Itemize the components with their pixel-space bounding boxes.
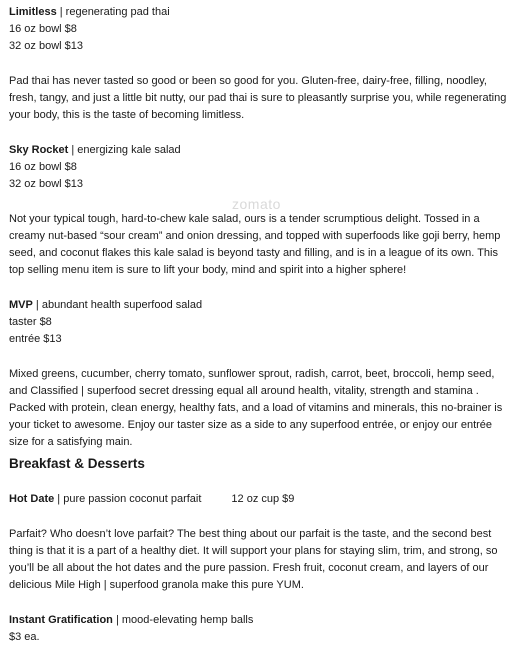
item-desc: pure passion coconut parfait [63, 493, 202, 505]
item-desc: energizing kale salad [77, 144, 181, 156]
item-name: Limitless [9, 6, 57, 18]
separator: | [112, 614, 122, 626]
size-price: entrée $13 [9, 333, 62, 345]
separator: | [32, 299, 42, 311]
item-heading-limitless [9, 4, 514, 21]
item-heading-mvp [9, 297, 514, 314]
item-name: Instant Gratification [9, 614, 113, 626]
item-desc: abundant health superfood salad [41, 299, 203, 311]
item-description: Not your typical tough, hard-to-chew kale salad, ours is a tender scrumptious delight. Tossed in a creamy nut-based “sour cream” and onion dressing, and topped with superfoods like goji berry, hemp seed, and coconut flakes this kale salad is beyond tasty and filling, and is in a league of its own. This top selling menu item is sure to lift your body, mind and spirit into a higher sphere! [9, 213, 501, 276]
size-price: 32 oz bowl $13 [9, 40, 83, 52]
size-price: 16 oz bowl $8 [9, 161, 77, 173]
item-name: Hot Date [9, 493, 55, 505]
size-price: 12 oz cup $9 [231, 493, 295, 505]
section-title: Breakfast & Desserts [9, 456, 145, 471]
item-heading-hot-date [9, 491, 514, 508]
separator: | [56, 6, 66, 18]
menu-page [9, 4, 514, 646]
item-name: Sky Rocket [9, 144, 69, 156]
watermark: zomato [232, 196, 281, 212]
item-description: Pad thai has never tasted so good or been so good for you. Gluten-free, dairy-free, filling, noodley, fresh, tangy, and just a little bit nutty, our pad thai is sure to pleasantly surprise you, while regenerating your body, this is the taste of becoming limitless. [9, 75, 507, 121]
size-price: 32 oz bowl $13 [9, 178, 83, 190]
item-description: Mixed greens, cucumber, cherry tomato, sunflower sprout, radish, carrot, beet, broccoli, hemp seed, and Classified | superfood secret dressing equal all around health, vitality, strength and stamina . Packed with protein, clean energy, healthy fats, and a load of vitamins and minerals, this no-brainer is your ticket to awesome. Enjoy our taster size as a side to any superfood entrée, or enjoy our entrée size for a satisfying main. [9, 368, 503, 448]
item-desc: mood-elevating hemp balls [121, 614, 254, 626]
separator: | [68, 144, 78, 156]
item-desc: regenerating pad thai [65, 6, 170, 18]
size-price: 16 oz bowl $8 [9, 23, 77, 35]
item-description: Parfait? Who doesn’t love parfait? The best thing about our parfait is the taste, and the second best thing is that it is a part of a healthy diet. It will support your plans for staying slim, trim, and strong, so you’ll be all about the hot dates and the pure passion. Fresh fruit, coconut cream, and layers of our delicious Mile High | superfood granola make this pure YUM. [9, 528, 498, 591]
item-heading-sky-rocket [9, 142, 514, 159]
separator: | [54, 493, 64, 505]
item-name: MVP [9, 299, 33, 311]
item-heading-instant-gratification [9, 612, 514, 629]
size-price: $3 ea. [9, 631, 40, 643]
size-price: taster $8 [9, 316, 52, 328]
